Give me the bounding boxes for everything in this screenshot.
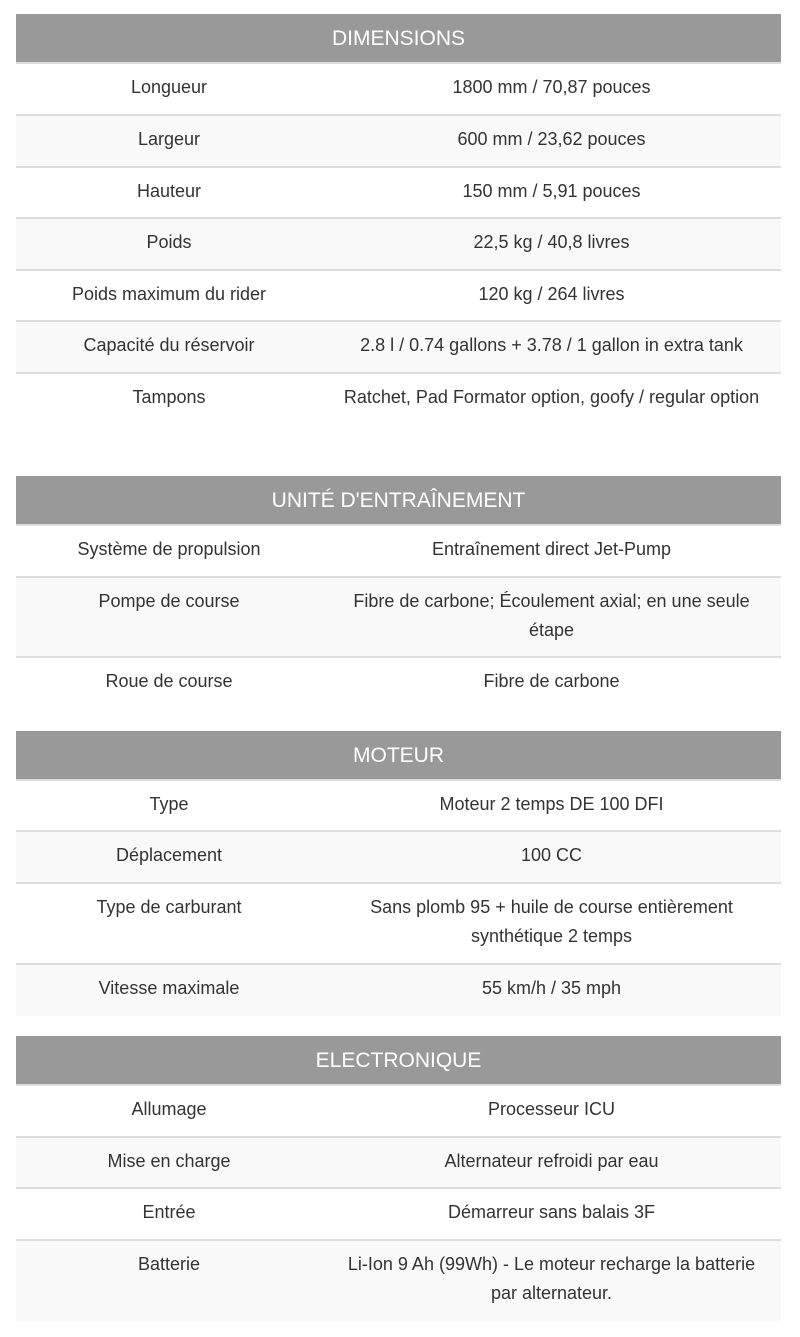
spec-row-systeme-propulsion bbox=[16, 526, 781, 578]
spec-row-capacite-reservoir bbox=[16, 322, 781, 374]
spec-label: Entrée bbox=[142, 1202, 196, 1222]
section-title: ELECTRONIQUE bbox=[16, 1036, 781, 1086]
spec-row-type bbox=[16, 781, 781, 832]
spec-label: Déplacement bbox=[115, 845, 223, 865]
spec-row-poids bbox=[16, 219, 781, 271]
section-title: UNITÉ D'ENTRAÎNEMENT bbox=[16, 476, 781, 526]
section-electronique bbox=[16, 1036, 781, 1321]
spec-value: 100 CC bbox=[520, 845, 583, 865]
spec-label: Type bbox=[149, 794, 189, 814]
spec-value: 120 kg / 264 livres bbox=[478, 284, 625, 304]
spec-label: Longueur bbox=[130, 77, 208, 97]
spec-row-hauteur bbox=[16, 168, 781, 219]
spec-value: 600 mm / 23,62 pouces bbox=[457, 129, 646, 149]
spec-row-tampons bbox=[16, 374, 781, 452]
spec-label: Tampons bbox=[132, 387, 206, 407]
spec-label: Allumage bbox=[131, 1099, 207, 1119]
spec-row-mise-en-charge bbox=[16, 1138, 781, 1189]
section-dimensions bbox=[16, 14, 781, 452]
section-unite-entrainement bbox=[16, 476, 781, 711]
spec-row-allumage bbox=[16, 1086, 781, 1138]
section-title: MOTEUR bbox=[16, 731, 781, 781]
spec-row-longueur bbox=[16, 64, 781, 116]
spec-label: Batterie bbox=[137, 1254, 201, 1274]
spec-label: Système de propulsion bbox=[77, 539, 261, 559]
spec-value: Alternateur refroidi par eau bbox=[444, 1151, 659, 1171]
spec-label: Largeur bbox=[137, 129, 201, 149]
spec-row-pompe-course bbox=[16, 578, 781, 658]
section-title: DIMENSIONS bbox=[16, 14, 781, 64]
spec-value: Sans plomb 95 + huile de course entièrement synthétique 2 temps bbox=[370, 897, 733, 946]
spec-value: 55 km/h / 35 mph bbox=[481, 978, 622, 998]
spec-value: Démarreur sans balais 3F bbox=[447, 1202, 656, 1222]
spec-value: 22,5 kg / 40,8 livres bbox=[473, 232, 630, 252]
spec-value: Processeur ICU bbox=[487, 1099, 616, 1119]
spec-value: Fibre de carbone bbox=[483, 671, 620, 691]
spec-row-poids-maximum bbox=[16, 271, 781, 322]
spec-row-largeur bbox=[16, 116, 781, 168]
section-moteur bbox=[16, 731, 781, 1016]
spec-row-type-carburant bbox=[16, 884, 781, 965]
spec-value: Li-Ion 9 Ah (99Wh) - Le moteur recharge la batterie par alternateur. bbox=[347, 1254, 756, 1303]
spec-value: Ratchet, Pad Formator option, goofy / regular option bbox=[343, 387, 760, 407]
spec-label: Hauteur bbox=[136, 181, 202, 201]
spec-label: Capacité du réservoir bbox=[83, 335, 255, 355]
spec-row-roue-course bbox=[16, 658, 781, 711]
spec-row-batterie bbox=[16, 1241, 781, 1321]
spec-value: Moteur 2 temps DE 100 DFI bbox=[439, 794, 664, 814]
spec-label: Vitesse maximale bbox=[98, 978, 240, 998]
spec-row-entree bbox=[16, 1189, 781, 1241]
spec-value: 1800 mm / 70,87 pouces bbox=[452, 77, 651, 97]
spec-label: Poids bbox=[146, 232, 192, 252]
spec-value: 150 mm / 5,91 pouces bbox=[462, 181, 641, 201]
spec-label: Pompe de course bbox=[98, 591, 240, 611]
spec-value: Fibre de carbone; Écoulement axial; en une seule étape bbox=[353, 591, 750, 640]
spec-label: Poids maximum du rider bbox=[71, 284, 267, 304]
spec-label: Type de carburant bbox=[96, 897, 242, 917]
spec-label: Roue de course bbox=[105, 671, 233, 691]
spec-label: Mise en charge bbox=[107, 1151, 231, 1171]
spec-row-vitesse-maximale bbox=[16, 965, 781, 1016]
spec-value: Entraînement direct Jet-Pump bbox=[431, 539, 672, 559]
spec-value: 2.8 l / 0.74 gallons + 3.78 / 1 gallon in extra tank bbox=[360, 335, 743, 355]
spec-row-deplacement bbox=[16, 832, 781, 884]
